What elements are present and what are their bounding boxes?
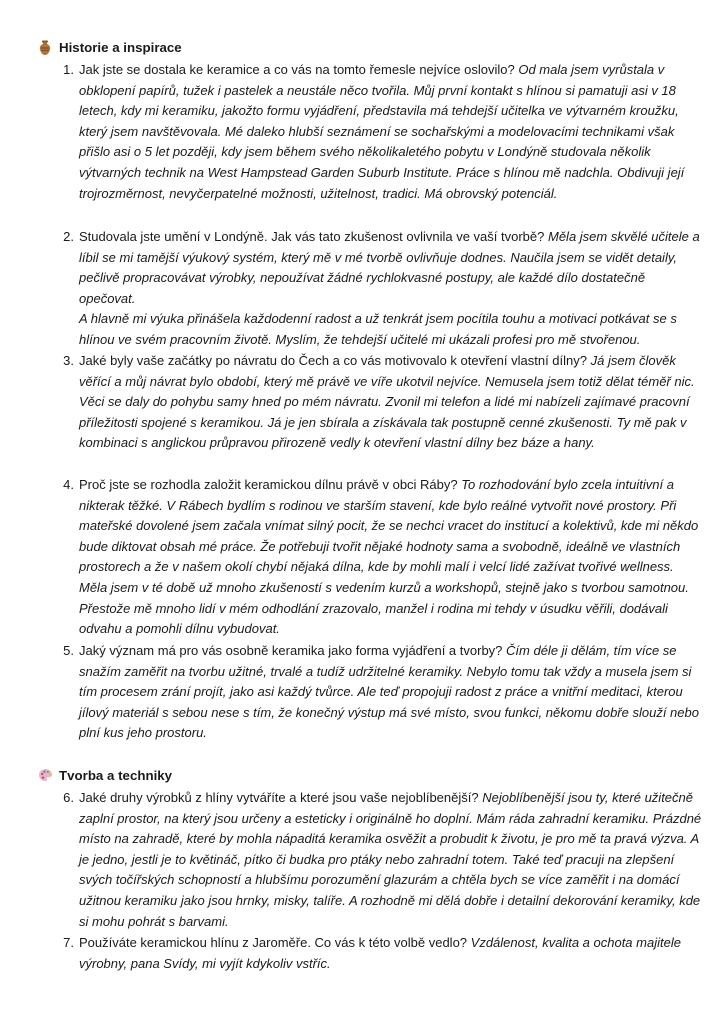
answer: Měla jsem skvělé učitele a líbil se mi tamější výukový systém, který mě v mé tvorbě ovlivňuje dodnes. Naučila jsem se vidět detaily, pečlivě propracovávat výrobky, nepoužívat žádné rychlokvasné postupy, ale každé dílo dostatečně opečovat. — [79, 229, 700, 306]
answer: Vzdálenost, kvalita a ochota majitele výrobny, pana Svídy, mi vyjít kdykoliv vstříc. — [79, 935, 681, 971]
section-title: Tvorba a techniky — [59, 768, 173, 783]
qa-item — [52, 475, 702, 640]
question: Jaký význam má pro vás osobně keramika jako forma vyjádření a tvorby? — [79, 643, 503, 658]
section-heading-creation — [38, 766, 172, 787]
item-number: 4. — [63, 477, 74, 492]
question: Proč jste se rozhodla založit keramickou dílnu právě v obci Ráby? — [79, 477, 458, 492]
item-number: 6. — [63, 790, 74, 805]
answer: Já jsem člověk věřící a můj návrat bylo období, který mě právě ve víře ukotvil nejvíce. Nemusela jsem totiž dělat téměř nic. Věci se daly do pohybu samy hned po mém návratu. Zvonil mi telefon a lidé mi nabízeli zajímavé pracovní příležitosti spojené s keramikou. Já je jen sbírala a získávala tak postupně cenné zkušenosti. Ty mě pak v kombinaci s anglickou průpravou přirozeně vedly k otevření vlastní dílny bez báze a hany. — [79, 353, 695, 451]
qa-item — [52, 60, 702, 204]
question: Jaké byly vaše začátky po návratu do Čech a co vás motivovalo k otevření vlastní dílny? — [79, 353, 587, 368]
item-number: 1. — [63, 62, 74, 77]
section-heading-history — [38, 38, 182, 59]
qa-item — [52, 351, 702, 454]
artist-palette-icon — [38, 768, 52, 784]
question: Používáte keramickou hlínu z Jaroměře. Co vás k této volbě vedlo? — [79, 935, 468, 950]
answer: Od mala jsem vyrůstala v obklopení papírů, tužek i pastelek a neustále něco tvořila. Můj první kontakt s hlínou si pamatuji asi v 18 letech, kdy mi keramiku, jakožto formu vyjádření, představila má tehdejší učitelka ve výtvarném kroužku, který jsem navštěvovala. Mé daleko hlubší seznámení se sochařskými a modelovacími technikami však přišlo asi o 5 let později, kdy jsem během svého několikaletého pobytu v Londýně studovala několik výtvarných technik na West Hampstead Garden Suburb Institute. Práce s hlínou mě nadchla. Obdivuji její trojrozměrnost, nevyčerpatelné možnosti, užitelnost, tradici. Má obrovský potenciál. — [79, 62, 685, 201]
item-number: 7. — [63, 935, 74, 950]
question: Studovala jste umění v Londýně. Jak vás tato zkušenost ovlivnila ve vaší tvorbě? — [79, 229, 545, 244]
question: Jaké druhy výrobků z hlíny vytváříte a které jsou vaše nejoblíbenější? — [79, 790, 479, 805]
qa-item — [52, 788, 702, 932]
qa-item — [52, 227, 702, 351]
qa-item — [52, 641, 702, 744]
answer: Čím déle ji dělám, tím více se snažím zaměřit na tvorbu užitné, trvalé a tudíž udržitelné keramiky. Nebylo tomu tak vždy a musela jsem si tím procesem zrání projít, jako asi každý tvůrce. Ale teď propojuji radost z práce a vnitřní meditaci, kterou jílový materiál s sebou nese s tím, že konečný výstup má své místo, svou funkci, někomu dobře slouží nebo plní kus jeho prostoru. — [79, 643, 699, 741]
item-number: 5. — [63, 643, 74, 658]
item-number: 3. — [63, 353, 74, 368]
item-number: 2. — [63, 229, 74, 244]
question: Jak jste se dostala ke keramice a co vás na tomto řemesle nejvíce oslovilo? — [79, 62, 515, 77]
section-title: Historie a inspirace — [59, 40, 182, 55]
answer: To rozhodování bylo zcela intuitivní a nikterak těžké. V Rábech bydlím s rodinou ve starším stavení, kde bylo reálné vytvořit nové prostory. Při mateřské dovolené jsem začala vnímat silný pocit, že se nechci vracet do institucí a kolektivů, kde mi někdo bude diktovat obsah mé práce. Že potřebuji tvořit nějaké hodnoty sama a svobodně, ideálně ve vlastních prostorech a že v našem okolí chybí nějaká dílna, kde by mohli malí i velcí lidé zažívat tvořivé wellness. Měla jsem v té době už mnoho zkušeností s vedením kurzů a workshopů, stejně jako s tvorbou samotnou. Přestože mě mnoho lidí v mém odhodlání zrazovalo, manžel i rodina mi tehdy v úsudku věřili, dodávali odvahu a pomohli dílnu vybudovat. — [79, 477, 699, 637]
qa-item — [52, 933, 702, 974]
answer-continuation: A hlavně mi výuka přinášela každodenní radost a už tenkrát jsem pocítila touhu a motivaci potkávat se s hlínou ve svém pracovním životě. Myslím, že tehdejší učitelé mi ukázali profesi pro mě stvořenou. — [79, 311, 677, 347]
amphora-vase-icon — [38, 40, 52, 56]
answer: Nejoblíbenější jsou ty, které užitečně zaplní prostor, na který jsou určeny a esteticky i originálně ho doplní. Mám ráda zahradní keramiku. Prázdné místo na zahradě, které by mohla nápaditá keramika osvěžit a probudit k životu, je pro mě ta pravá výzva. A je jedno, jestli je to květináč, pítko či budka pro ptáky nebo zahradní totem. Také teď pracuji na zlepšení svých točířských schopností a hlubšímu porozumění glazurám a chtěla bych se více zaměřit i na domácí užitnou keramiku jako jsou hrnky, misky, talíře. A rozhodně mi dělá dobře i detailní dekorování keramiky, kde si mohu pohrát s barvami. — [79, 790, 702, 929]
